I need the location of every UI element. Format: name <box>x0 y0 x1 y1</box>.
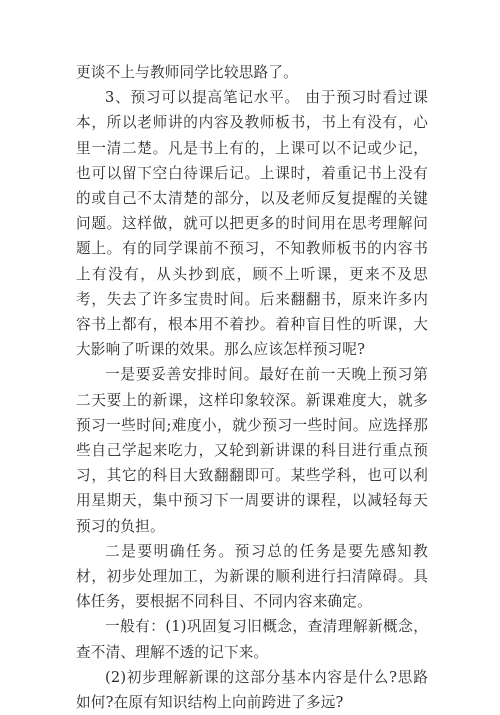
text-line: 思考，失去了许多宝贵时间。后来翻翻书，原来许多内容书 <box>76 265 428 334</box>
paragraph-note-taking <box>76 85 428 362</box>
text-line: 一般有：(1)巩固复习旧概念，查清理解新概念，查不 <box>76 618 428 661</box>
text-line: 书的内容书上有没有，从头抄到底，顾不上听课，更来不及 <box>76 240 428 283</box>
text-line: 上的新课，这样印象较深。新课难度大，就多预习一些时间; <box>76 391 428 434</box>
text-line: 清、理解不透的记下来。 <box>105 643 269 661</box>
text-line: 凡是书上有的，上课可以不记或少记，也可以留下空白待课 <box>76 139 428 182</box>
text-line: 又轮到新讲课的科目进行重点预习，其它的科目大致翻翻即 <box>76 442 428 485</box>
paragraph-continuation <box>76 60 428 85</box>
text-line: 处理加工，为新课的顺利进行扫清障碍。具体任务，要根据 <box>76 568 428 611</box>
paragraph-time-arrangement <box>76 362 428 538</box>
text-line: 一是要妥善安排时间。最好在前一天晚上预习第二天要 <box>76 366 428 409</box>
text-line: 以老师讲的内容及教师板书，书上有没有，心里一清二楚。 <box>76 114 428 157</box>
text-line: 后记。上课时，着重记书上没有的或自己不太清楚的部分， <box>76 164 428 208</box>
text-line: 更谈不上与教师同学比较思路了。 <box>76 64 298 81</box>
paragraph-general-item-1 <box>76 614 428 664</box>
paragraph-clear-tasks <box>76 539 428 615</box>
text-line: (2)初步理解新课的这部分基本内容是什么?思路如何? <box>76 668 428 712</box>
text-line: 课的效果。那么应该怎样预习呢? <box>149 341 366 359</box>
text-line: 3、预习可以提高笔记水平。 由于预习时看过课本，所 <box>76 89 428 132</box>
text-line: 以及老师反复提醒的关键问题。这样做，就可以把更多的时 <box>76 190 429 233</box>
text-line: 可。某些学科，也可以利用星期天，集中预习下一周要讲的 <box>76 467 429 510</box>
text-line: 在原有知识结构上向前跨进了多远? <box>113 694 344 712</box>
text-line: 难度小，就少预习一些时间。应选择那些自己学起来吃力， <box>76 416 428 460</box>
text-line: 上都有，根本用不着抄。着种盲目性的听课，大大影响了听 <box>76 316 428 359</box>
text-line: 间用在思考理解问题上。有的同学课前不预习，不知教师板 <box>76 215 428 258</box>
text-line: 不同科目、不同内容来确定。 <box>179 593 372 611</box>
text-line: 二是要明确任务。预习总的任务是要先感知教材，初步 <box>76 542 428 586</box>
paragraph-item-2 <box>76 665 428 715</box>
document-page <box>76 60 428 715</box>
text-line: 课程，以减轻每天预习的负担。 <box>76 492 428 535</box>
